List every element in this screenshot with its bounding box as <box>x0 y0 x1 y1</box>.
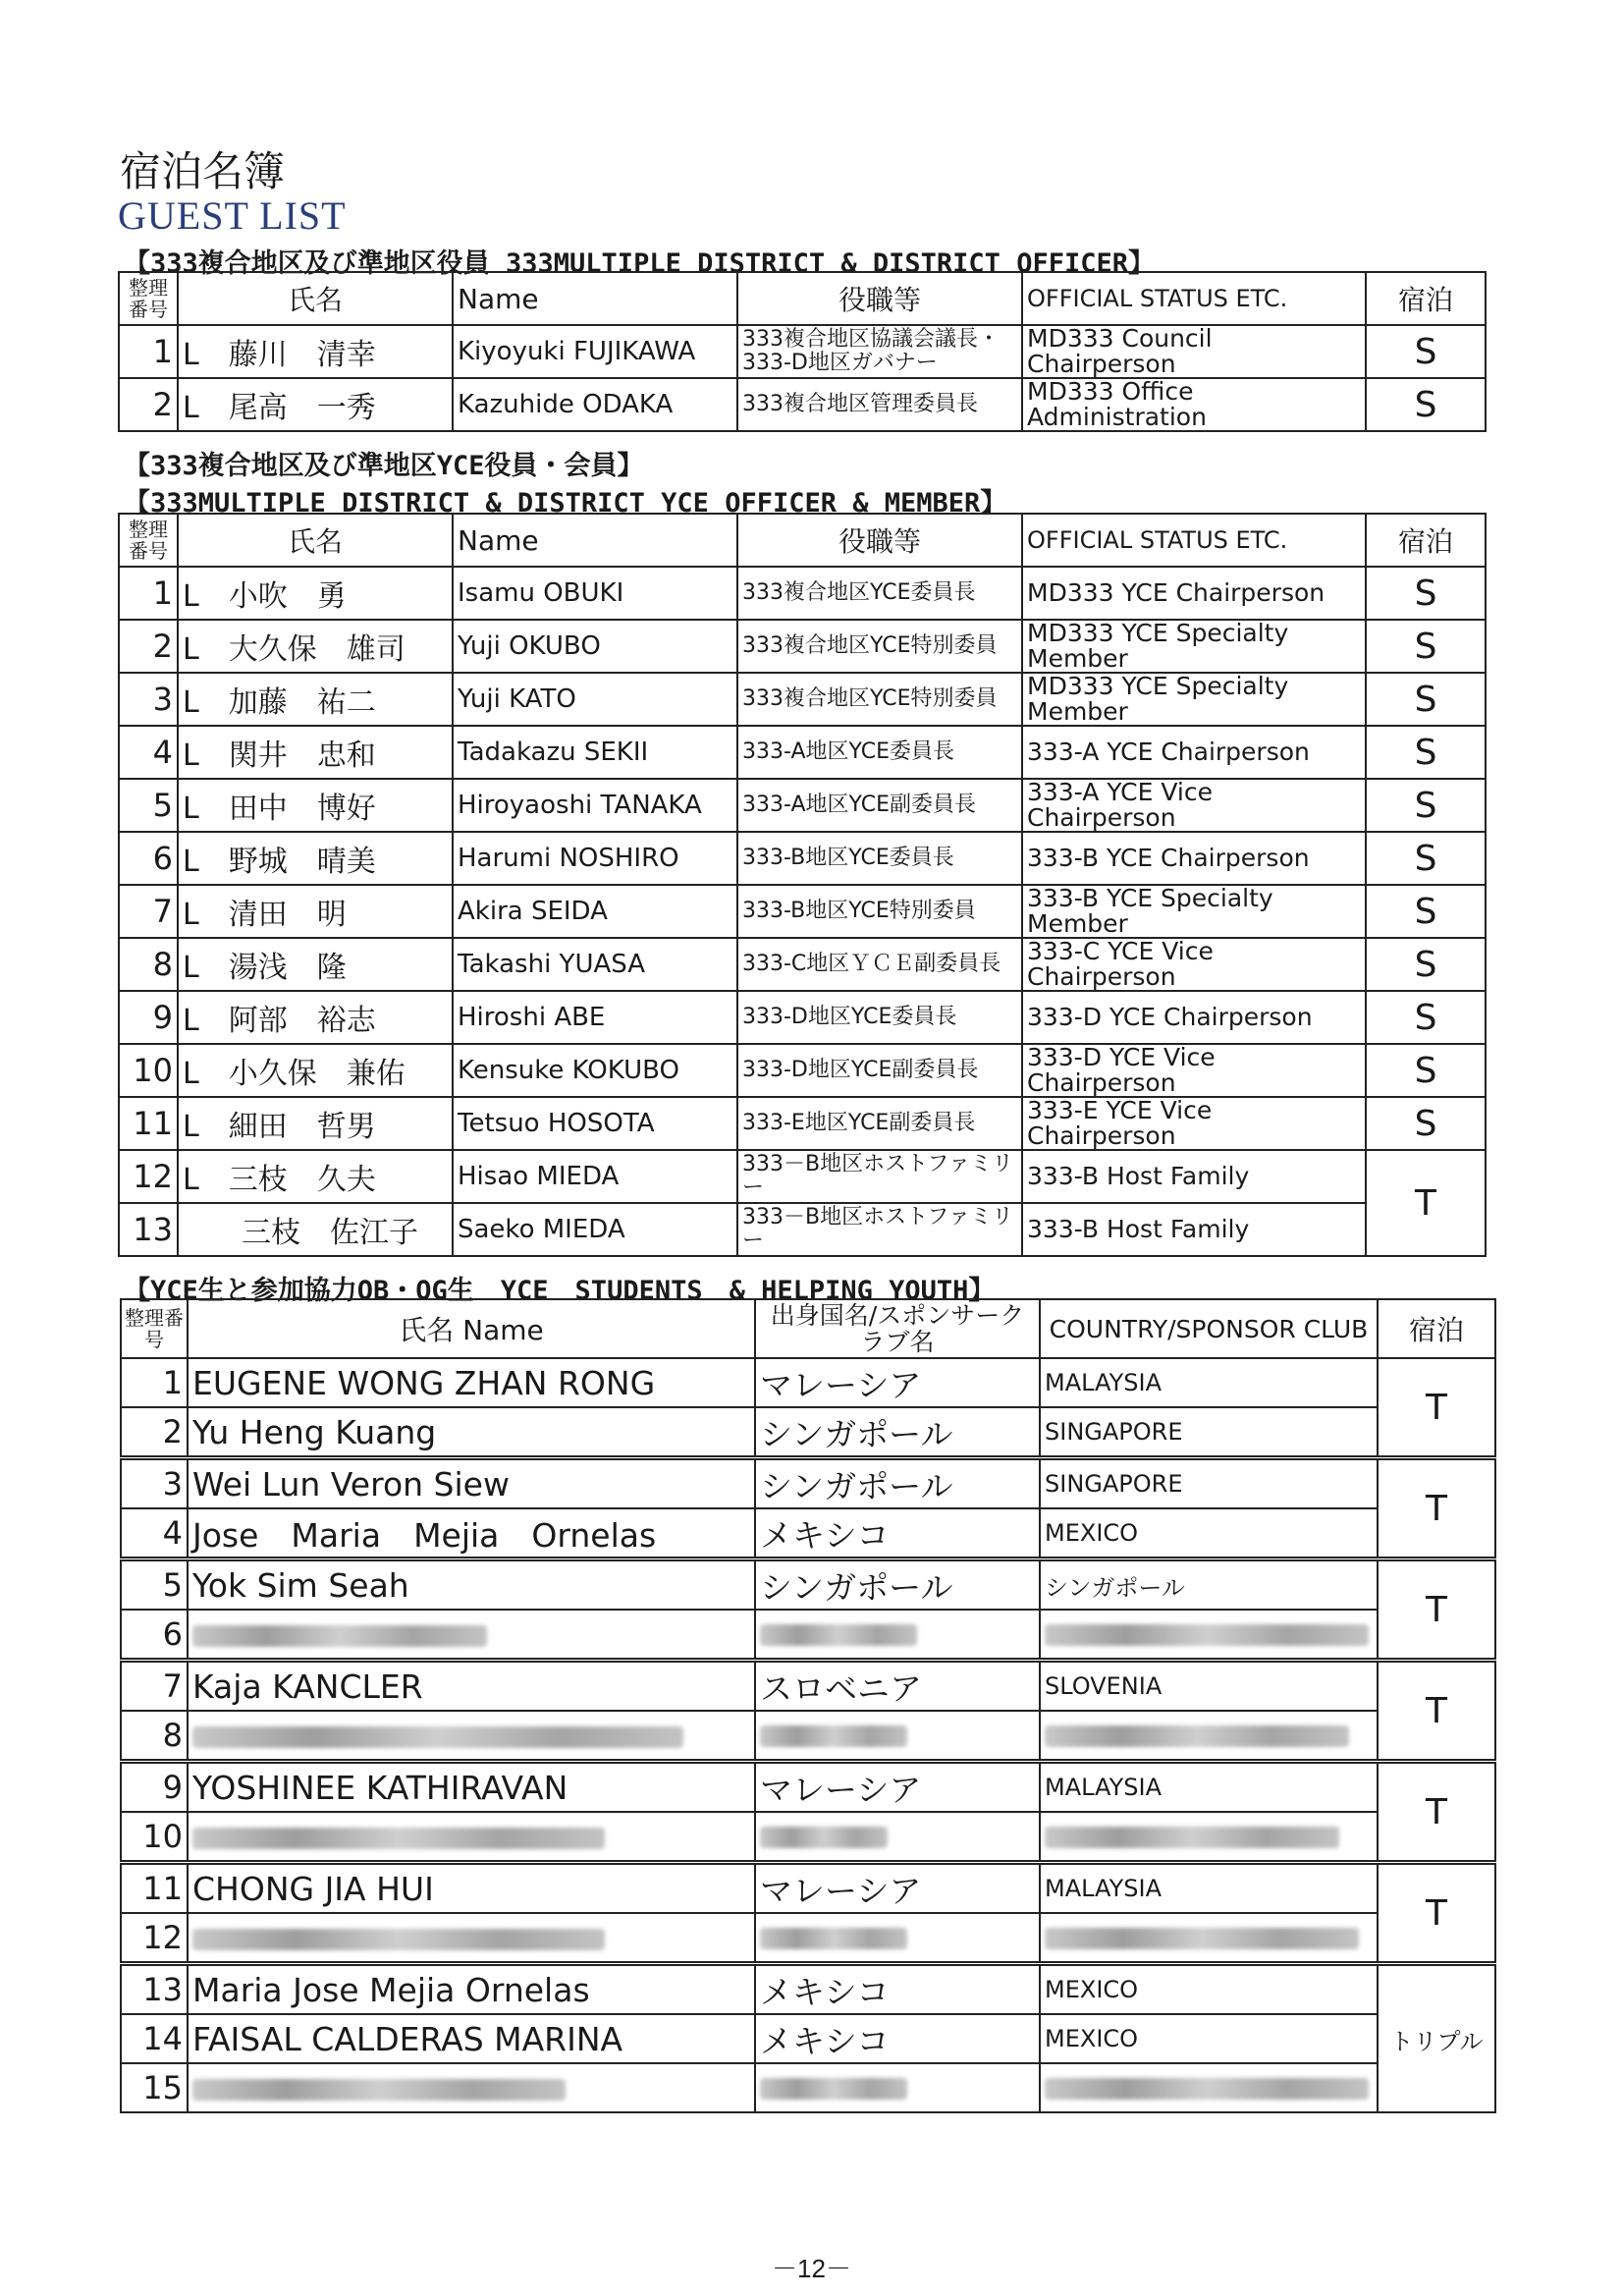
row-number: 5 <box>119 779 178 832</box>
position-ja: 333－B地区ホストファミリー <box>737 1150 1022 1203</box>
students-table-header <box>121 1299 1495 1358</box>
table-row <box>119 1097 1486 1150</box>
name-romaji: Hisao MIEDA <box>453 1150 737 1203</box>
name-ja: L 尾高 一秀 <box>178 378 453 431</box>
country-ja: メキシコ <box>755 1508 1040 1559</box>
table-row <box>121 2063 1495 2112</box>
official-status: 333-B Host Family <box>1022 1150 1366 1203</box>
stay-code: S <box>1366 779 1486 832</box>
row-number: 13 <box>121 1964 188 2015</box>
name-ja: L 小吹 勇 <box>178 567 453 620</box>
header-number: 整理番号 <box>119 514 178 567</box>
official-status: 333-B YCE Specialty Member <box>1022 885 1366 938</box>
table-row <box>119 1150 1486 1203</box>
stay-code: S <box>1366 620 1486 673</box>
country-ja-redacted <box>755 1812 1040 1863</box>
country-redacted <box>1040 1913 1378 1964</box>
name-ja: L 三枝 久夫 <box>178 1150 453 1203</box>
official-status: MD333 YCE Specialty Member <box>1022 620 1366 673</box>
redacted-block <box>192 1625 487 1647</box>
position-ja: 333-B地区YCE委員長 <box>737 832 1022 885</box>
name-ja: L 細田 哲男 <box>178 1097 453 1150</box>
row-number: 1 <box>119 567 178 620</box>
student-name: FAISAL CALDERAS MARINA <box>188 2014 755 2063</box>
name-ja: L 関井 忠和 <box>178 726 453 779</box>
header-country-en: COUNTRY/SPONSOR CLUB <box>1040 1299 1378 1358</box>
country-ja: メキシコ <box>755 2014 1040 2063</box>
stay-code: S <box>1366 832 1486 885</box>
name-romaji: Yuji OKUBO <box>453 620 737 673</box>
country-en: SINGAPORE <box>1040 1407 1378 1458</box>
redacted-block <box>1045 1928 1359 1949</box>
row-number: 1 <box>119 325 178 378</box>
official-status: 333-E YCE Vice Chairperson <box>1022 1097 1366 1150</box>
header-name: 氏名 Name <box>188 1299 755 1358</box>
country-en: MEXICO <box>1040 2014 1378 2063</box>
student-name: CHONG JIA HUI <box>188 1863 755 1914</box>
row-number: 1 <box>121 1358 188 1407</box>
redacted-block <box>192 1828 605 1849</box>
row-number: 8 <box>121 1711 188 1762</box>
name-romaji: Yuji KATO <box>453 673 737 726</box>
position-ja: 333-D地区YCE委員長 <box>737 991 1022 1044</box>
row-number: 3 <box>119 673 178 726</box>
position-ja: 333複合地区YCE特別委員 <box>737 673 1022 726</box>
country-ja-redacted <box>755 1610 1040 1661</box>
name-ja: L 阿部 裕志 <box>178 991 453 1044</box>
table-row <box>119 567 1486 620</box>
name-romaji: Hiroshi ABE <box>453 991 737 1044</box>
country-en: シンガポール <box>1040 1559 1378 1611</box>
country-ja-redacted <box>755 1913 1040 1964</box>
page-number: －12－ <box>772 2254 851 2283</box>
official-status: MD333 Council Chairperson <box>1022 325 1366 378</box>
stay-code: トリプル <box>1378 1964 1495 2113</box>
row-number: 9 <box>121 1762 188 1813</box>
students-table <box>120 1298 1496 2113</box>
header-number: 整理番号 <box>119 272 178 325</box>
page-title-en: GUEST LIST <box>118 193 347 238</box>
redacted-block <box>192 2079 566 2101</box>
header-position: 役職等 <box>737 272 1022 325</box>
name-ja: L 湯浅 隆 <box>178 938 453 991</box>
name-romaji: Saeko MIEDA <box>453 1203 737 1256</box>
country-en: MALAYSIA <box>1040 1762 1378 1813</box>
stay-code: T <box>1378 1661 1495 1762</box>
header-name-en: Name <box>453 514 737 567</box>
row-number: 12 <box>119 1150 178 1203</box>
name-ja: L 清田 明 <box>178 885 453 938</box>
officer-table-header <box>119 272 1486 325</box>
row-number: 12 <box>121 1913 188 1964</box>
name-romaji: Hiroyaoshi TANAKA <box>453 779 737 832</box>
country-redacted <box>1040 2063 1378 2112</box>
table-row <box>121 1661 1495 1712</box>
table-row <box>119 938 1486 991</box>
country-ja: シンガポール <box>755 1458 1040 1509</box>
country-ja: シンガポール <box>755 1559 1040 1611</box>
header-country-ja: 出身国名/スポンサークラブ名 <box>755 1299 1040 1358</box>
name-romaji: Isamu OBUKI <box>453 567 737 620</box>
row-number: 10 <box>119 1044 178 1097</box>
stay-code: T <box>1378 1762 1495 1863</box>
stay-code: S <box>1366 673 1486 726</box>
student-name: Kaja KANCLER <box>188 1661 755 1712</box>
table-row <box>121 1358 1495 1407</box>
stay-code: T <box>1378 1358 1495 1458</box>
official-status: 333-B YCE Chairperson <box>1022 832 1366 885</box>
name-ja: L 藤川 清幸 <box>178 325 453 378</box>
table-row <box>119 779 1486 832</box>
header-status: OFFICIAL STATUS ETC. <box>1022 514 1366 567</box>
row-number: 11 <box>121 1863 188 1914</box>
name-romaji: Harumi NOSHIRO <box>453 832 737 885</box>
student-name: EUGENE WONG ZHAN RONG <box>188 1358 755 1407</box>
section2-heading-ja: 【333複合地区及び準地区YCE役員・会員】 <box>124 451 644 481</box>
country-ja-redacted <box>755 2063 1040 2112</box>
table-row <box>119 673 1486 726</box>
section3-heading: 【YCE生と参加協力OB・OG生 YCE STUDENTS & HELPING YOUTH】 <box>124 1276 996 1306</box>
stay-code: T <box>1378 1458 1495 1559</box>
redacted-block <box>192 1726 683 1748</box>
table-row <box>119 885 1486 938</box>
row-number: 4 <box>119 726 178 779</box>
name-ja: L 野城 晴美 <box>178 832 453 885</box>
name-ja: 三枝 佐江子 <box>178 1203 453 1256</box>
row-number: 9 <box>119 991 178 1044</box>
name-redacted <box>188 1711 755 1762</box>
redacted-block <box>1045 1624 1369 1646</box>
header-name-ja: 氏名 <box>178 272 453 325</box>
name-romaji: Tetsuo HOSOTA <box>453 1097 737 1150</box>
official-status: 333-B Host Family <box>1022 1203 1366 1256</box>
country-ja-redacted <box>755 1711 1040 1762</box>
row-number: 2 <box>119 378 178 431</box>
table-row <box>121 2014 1495 2063</box>
row-number: 2 <box>119 620 178 673</box>
official-status: MD333 Office Administration <box>1022 378 1366 431</box>
country-en: MEXICO <box>1040 1964 1378 2015</box>
name-romaji: Kazuhide ODAKA <box>453 378 737 431</box>
country-ja: マレーシア <box>755 1863 1040 1914</box>
row-number: 14 <box>121 2014 188 2063</box>
stay-code: S <box>1366 726 1486 779</box>
position-ja: 333-E地区YCE副委員長 <box>737 1097 1022 1150</box>
header-number: 整理番号 <box>121 1299 188 1358</box>
redacted-block <box>760 2078 907 2100</box>
country-ja: マレーシア <box>755 1762 1040 1813</box>
table-row <box>121 1812 1495 1863</box>
table-row <box>121 1559 1495 1611</box>
position-ja: 333-D地区YCE副委員長 <box>737 1044 1022 1097</box>
country-ja: メキシコ <box>755 1964 1040 2015</box>
redacted-block <box>1045 1827 1339 1848</box>
name-redacted <box>188 1913 755 1964</box>
row-number: 3 <box>121 1458 188 1509</box>
name-ja: L 小久保 兼佑 <box>178 1044 453 1097</box>
stay-code: T <box>1366 1150 1486 1256</box>
position-ja: 333複合地区YCE特別委員 <box>737 620 1022 673</box>
table-row <box>121 1762 1495 1813</box>
table-row <box>121 1711 1495 1762</box>
table-row <box>121 1458 1495 1509</box>
table-row <box>119 726 1486 779</box>
header-stay: 宿泊 <box>1366 514 1486 567</box>
student-name: Jose Maria Mejia Ornelas <box>188 1508 755 1559</box>
row-number: 7 <box>119 885 178 938</box>
row-number: 15 <box>121 2063 188 2112</box>
redacted-block <box>1045 1725 1349 1747</box>
row-number: 10 <box>121 1812 188 1863</box>
name-redacted <box>188 2063 755 2112</box>
name-romaji: Kensuke KOKUBO <box>453 1044 737 1097</box>
name-romaji: Kiyoyuki FUJIKAWA <box>453 325 737 378</box>
stay-code: T <box>1378 1863 1495 1964</box>
row-number: 5 <box>121 1559 188 1611</box>
position-ja: 333-B地区YCE特別委員 <box>737 885 1022 938</box>
country-redacted <box>1040 1610 1378 1661</box>
position-ja: 333複合地区管理委員長 <box>737 378 1022 431</box>
position-ja: 333－B地区ホストファミリー <box>737 1203 1022 1256</box>
section2-heading-en: 【333MULTIPLE DISTRICT & DISTRICT YCE OFFICER & MEMBER】 <box>124 488 1007 519</box>
name-redacted <box>188 1610 755 1661</box>
name-romaji: Akira SEIDA <box>453 885 737 938</box>
official-status: 333-A YCE Vice Chairperson <box>1022 779 1366 832</box>
official-status: MD333 YCE Chairperson <box>1022 567 1366 620</box>
row-number: 6 <box>119 832 178 885</box>
student-name: Yu Heng Kuang <box>188 1407 755 1458</box>
official-status: 333-C YCE Vice Chairperson <box>1022 938 1366 991</box>
header-stay: 宿泊 <box>1366 272 1486 325</box>
redacted-block <box>760 1725 907 1747</box>
table-row <box>119 832 1486 885</box>
redacted-block <box>760 1928 907 1949</box>
row-number: 6 <box>121 1610 188 1661</box>
position-ja: 333複合地区YCE委員長 <box>737 567 1022 620</box>
name-ja: L 田中 博好 <box>178 779 453 832</box>
table-row <box>121 1913 1495 1964</box>
table-row <box>119 1044 1486 1097</box>
header-status: OFFICIAL STATUS ETC. <box>1022 272 1366 325</box>
stay-code: S <box>1366 938 1486 991</box>
table-row <box>119 1203 1486 1256</box>
official-status: 333-D YCE Vice Chairperson <box>1022 1044 1366 1097</box>
row-number: 2 <box>121 1407 188 1458</box>
country-en: SLOVENIA <box>1040 1661 1378 1712</box>
table-row <box>121 1863 1495 1914</box>
header-stay: 宿泊 <box>1378 1299 1495 1358</box>
name-romaji: Tadakazu SEKII <box>453 726 737 779</box>
section1-heading: 【333複合地区及び準地区役員 333MULTIPLE DISTRICT & DISTRICT OFFICER】 <box>124 248 1155 279</box>
position-ja: 333-C地区ＹＣＥ副委員長 <box>737 938 1022 991</box>
redacted-block <box>1045 2078 1369 2100</box>
position-ja: 333-A地区YCE副委員長 <box>737 779 1022 832</box>
country-en: MALAYSIA <box>1040 1863 1378 1914</box>
yce-officer-table-header <box>119 514 1486 567</box>
official-status: 333-D YCE Chairperson <box>1022 991 1366 1044</box>
officer-table <box>118 271 1487 432</box>
header-name-ja: 氏名 <box>178 514 453 567</box>
name-ja: L 大久保 雄司 <box>178 620 453 673</box>
stay-code: S <box>1366 378 1486 431</box>
stay-code: T <box>1378 1559 1495 1661</box>
table-row <box>121 1610 1495 1661</box>
name-romaji: Takashi YUASA <box>453 938 737 991</box>
redacted-block <box>760 1624 917 1646</box>
student-name: Maria Jose Mejia Ornelas <box>188 1964 755 2015</box>
stay-code: S <box>1366 1097 1486 1150</box>
country-en: MALAYSIA <box>1040 1358 1378 1407</box>
stay-code: S <box>1366 1044 1486 1097</box>
student-name: Wei Lun Veron Siew <box>188 1458 755 1509</box>
redacted-block <box>760 1827 888 1848</box>
table-row <box>119 378 1486 431</box>
table-row <box>121 1508 1495 1559</box>
official-status: MD333 YCE Specialty Member <box>1022 673 1366 726</box>
header-name-en: Name <box>453 272 737 325</box>
country-ja: シンガポール <box>755 1407 1040 1458</box>
yce-officer-table <box>118 513 1487 1257</box>
country-redacted <box>1040 1812 1378 1863</box>
student-name: YOSHINEE KATHIRAVAN <box>188 1762 755 1813</box>
header-position: 役職等 <box>737 514 1022 567</box>
stay-code: S <box>1366 325 1486 378</box>
stay-code: S <box>1366 991 1486 1044</box>
row-number: 11 <box>119 1097 178 1150</box>
name-ja: L 加藤 祐二 <box>178 673 453 726</box>
country-ja: スロベニア <box>755 1661 1040 1712</box>
row-number: 13 <box>119 1203 178 1256</box>
table-row <box>119 620 1486 673</box>
row-number: 7 <box>121 1661 188 1712</box>
row-number: 4 <box>121 1508 188 1559</box>
position-ja: 333-A地区YCE委員長 <box>737 726 1022 779</box>
student-name: Yok Sim Seah <box>188 1559 755 1611</box>
official-status: 333-A YCE Chairperson <box>1022 726 1366 779</box>
table-row <box>119 325 1486 378</box>
stay-code: S <box>1366 567 1486 620</box>
table-row <box>121 1964 1495 2015</box>
table-row <box>121 1407 1495 1458</box>
page-title-ja: 宿泊名簿 <box>120 147 286 195</box>
country-redacted <box>1040 1711 1378 1762</box>
redacted-block <box>192 1929 605 1950</box>
name-redacted <box>188 1812 755 1863</box>
table-row <box>119 991 1486 1044</box>
stay-code: S <box>1366 885 1486 938</box>
country-en: MEXICO <box>1040 1508 1378 1559</box>
row-number: 8 <box>119 938 178 991</box>
country-ja: マレーシア <box>755 1358 1040 1407</box>
country-en: SINGAPORE <box>1040 1458 1378 1509</box>
position-ja: 333複合地区協議会議長・333-D地区ガバナー <box>737 325 1022 378</box>
